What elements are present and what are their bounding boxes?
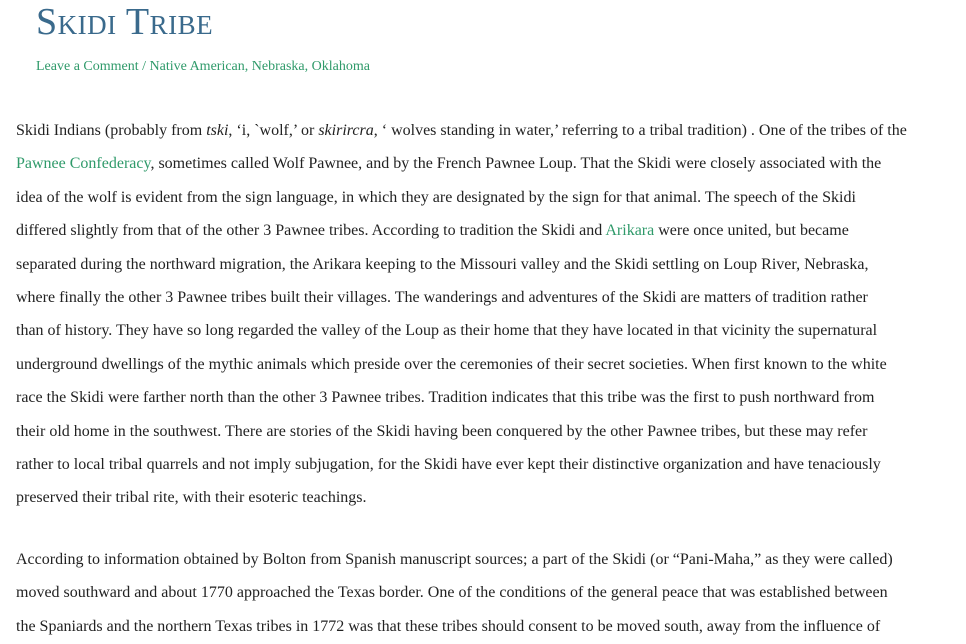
text-line (16, 448, 962, 481)
page-title: Skidi Tribe (36, 1, 214, 43)
inline-link[interactable]: Pawnee Confederacy (16, 155, 151, 173)
article-paragraph (16, 114, 962, 515)
text-line (16, 415, 962, 448)
text-line (16, 610, 962, 643)
text-run: where finally the other 3 Pawnee tribes built their villages. The wanderings and adventures of the Skidi are matters of tradition rather (16, 289, 868, 307)
category-link[interactable]: Native American (149, 59, 245, 74)
italic-term: skirircra (318, 122, 374, 139)
text-line (16, 348, 962, 381)
text-line (16, 214, 962, 247)
category-link[interactable]: Oklahoma (311, 59, 370, 74)
leave-comment-link[interactable]: Leave a Comment (36, 59, 139, 74)
text-run: the Spaniards and the northern Texas tribes in 1772 was that these tribes should consent to be moved south, away from the influence of (16, 617, 881, 635)
meta-separator: / (138, 59, 150, 74)
text-line (16, 114, 962, 147)
text-run: preserved their tribal rite, with their esoteric teachings. (16, 489, 367, 507)
text-line (16, 147, 962, 180)
text-run: idea of the wolf is evident from the sign language, in which they are designated by the sign for that animal. The speech of the Skidi (16, 188, 856, 206)
text-run: were once united, but became (654, 222, 849, 240)
category-separator: , (304, 59, 312, 74)
article-paragraph (16, 543, 962, 643)
text-line (16, 248, 962, 281)
text-line (16, 181, 962, 214)
category-link[interactable]: Nebraska (251, 59, 305, 74)
text-run: than of history. They have so long regarded the valley of the Loup as their home that they have located in that vicinity the supernatural (16, 322, 878, 340)
text-run: differed slightly from that of the other 3 Pawnee tribes. According to tradition the Skidi and (16, 222, 606, 240)
text-run: , ‘ wolves standing in water,’ referring to a tribal tradition) . One of the tribes of the (373, 122, 907, 139)
text-run: underground dwellings of the mythic animals which preside over the ceremonies of their secret societies. When first known to the white (16, 355, 887, 373)
text-run: According to information obtained by Bolton from Spanish manuscript sources; a part of the Skidi (or “Pani-Maha,” as they were called) (16, 550, 893, 568)
text-run: rather to local tribal quarrels and not imply subjugation, for the Skidi have ever kept their distinctive organization and have tenaciously (16, 456, 881, 474)
text-run: separated during the northward migration, the Arikara keeping to the Missouri valley and the Skidi settling on Loup River, Nebraska, (16, 255, 869, 273)
text-run: their old home in the southwest. There are stories of the Skidi having been conquered by the other Pawnee tribes, but these may refer (16, 422, 868, 440)
text-line (16, 281, 962, 314)
text-run: race the Skidi were farther north than the other 3 Pawnee tribes. Tradition indicates that this tribe was the first to push northward from (16, 389, 875, 407)
text-run: , ‘i, `wolf,’ or (228, 122, 319, 139)
text-line (16, 543, 962, 576)
text-run: , sometimes called Wolf Pawnee, and by the French Pawnee Loup. That the Skidi were closely associated with the (150, 155, 882, 173)
text-line (16, 481, 962, 514)
text-line (16, 314, 962, 347)
post-meta (36, 57, 370, 77)
text-run: moved southward and about 1770 approached the Texas border. One of the conditions of the general peace that was established between (16, 584, 888, 602)
italic-term: tski (206, 122, 229, 139)
article-body (16, 114, 962, 644)
text-run: Skidi Indians (probably from (16, 122, 207, 139)
text-line (16, 381, 962, 414)
category-separator: , (244, 59, 252, 74)
inline-link[interactable]: Arikara (605, 222, 655, 240)
text-line (16, 576, 962, 609)
category-list (150, 59, 370, 74)
